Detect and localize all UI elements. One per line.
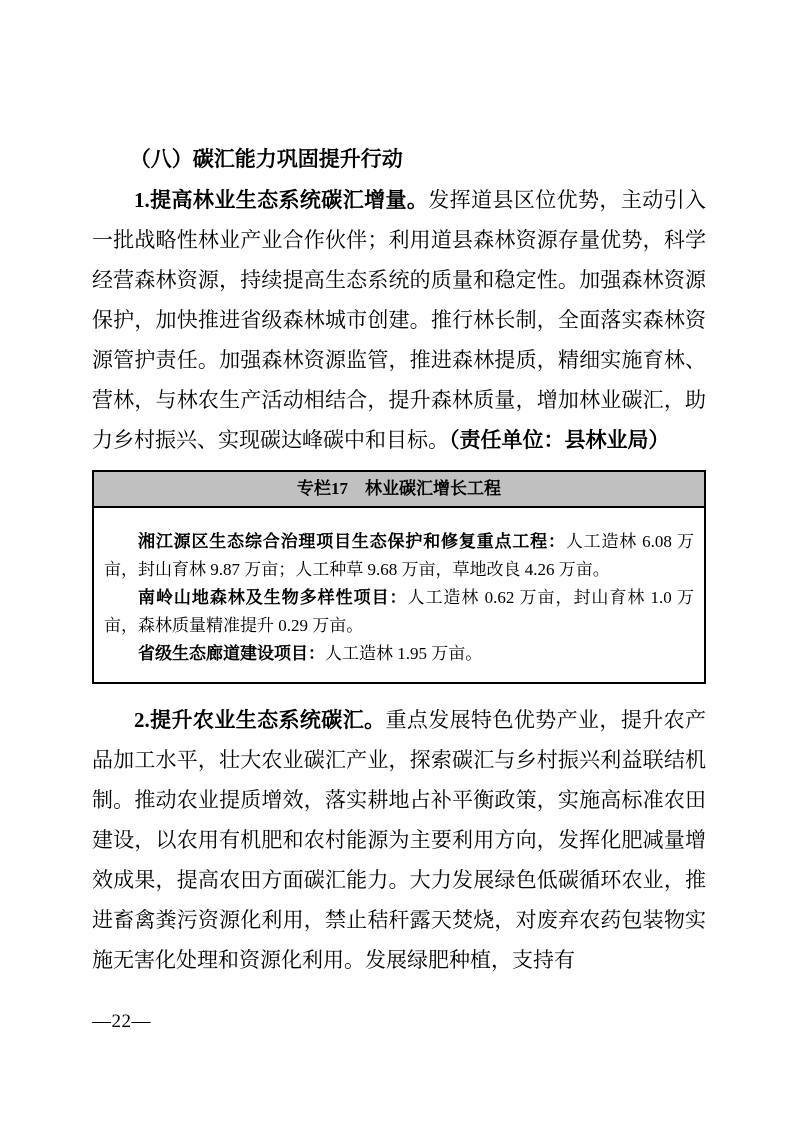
box-item-nanling-text: 人工造林 0.62 万亩，封山育林 1.0 万亩，森林质量精准提升 0.29 万亩。 [104,588,694,635]
paragraph-forestry-lead: 1.提高林业生态系统碳汇增量。 [134,188,429,212]
section-heading: （八）碳汇能力巩固提升行动 [129,147,403,171]
box-item-xiangjiang [104,528,694,584]
page-content [92,138,706,980]
box-item-xiangjiang-label: 湘江源区生态综合治理项目生态保护和修复重点工程： [138,532,566,551]
column-17-box [92,470,706,684]
paragraph-forestry-body: 发挥道县区位优势，主动引入一批战略性林业产业合作伙伴；利用道县森林资源存量优势，科学经营森林资源，持续提高生态系统的质量和稳定性。加强森林资源保护，加快推进省级森林城市创建。推行林长制，全面落实森林资源管护责任。加强森林资源监管，推进森林提质，精细实施育林、营林，与林农生产活动相结合，提升森林质量，增加林业碳汇，助力乡村振兴、实现碳达峰碳中和目标。 [92,188,707,452]
box-item-corridor-text: 人工造林 1.95 万亩。 [325,644,483,663]
box-item-corridor [104,640,694,668]
paragraph-forestry [92,180,706,460]
paragraph-agriculture [92,700,706,980]
column-17-box-body [94,508,704,682]
paragraph-agriculture-body: 重点发展特色优势产业，提升农产品加工水平，壮大农业碳汇产业，探索碳汇与乡村振兴利益联结机制。推动农业提质增效，落实耕地占补平衡政策，实施高标准农田建设，以农用有机肥和农村能源为主要利用方向，发挥化肥减量增效成果，提高农田方面碳汇能力。大力发展绿色低碳循环农业，推进畜禽粪污资源化利用，禁止秸秆露天焚烧，对废弃农药包装物实施无害化处理和资源化利用。发展绿肥种植，支持有 [92,708,707,972]
box-item-nanling-label: 南岭山地森林及生物多样性项目： [138,588,408,607]
page-number: —22— [92,1011,151,1032]
paragraph-agriculture-lead: 2.提升农业生态系统碳汇。 [134,708,386,732]
box-item-corridor-label: 省级生态廊道建设项目： [138,644,325,663]
box-item-xiangjiang-text: 人工造林 6.08 万亩，封山育林 9.87 万亩；人工种草 9.68 万亩，草地改良 4.26 万亩。 [104,532,695,579]
column-17-box-title: 专栏17 林业碳汇增长工程 [94,472,704,508]
responsibility-note: （责任单位：县林业局） [449,428,670,452]
box-item-nanling [104,584,694,640]
